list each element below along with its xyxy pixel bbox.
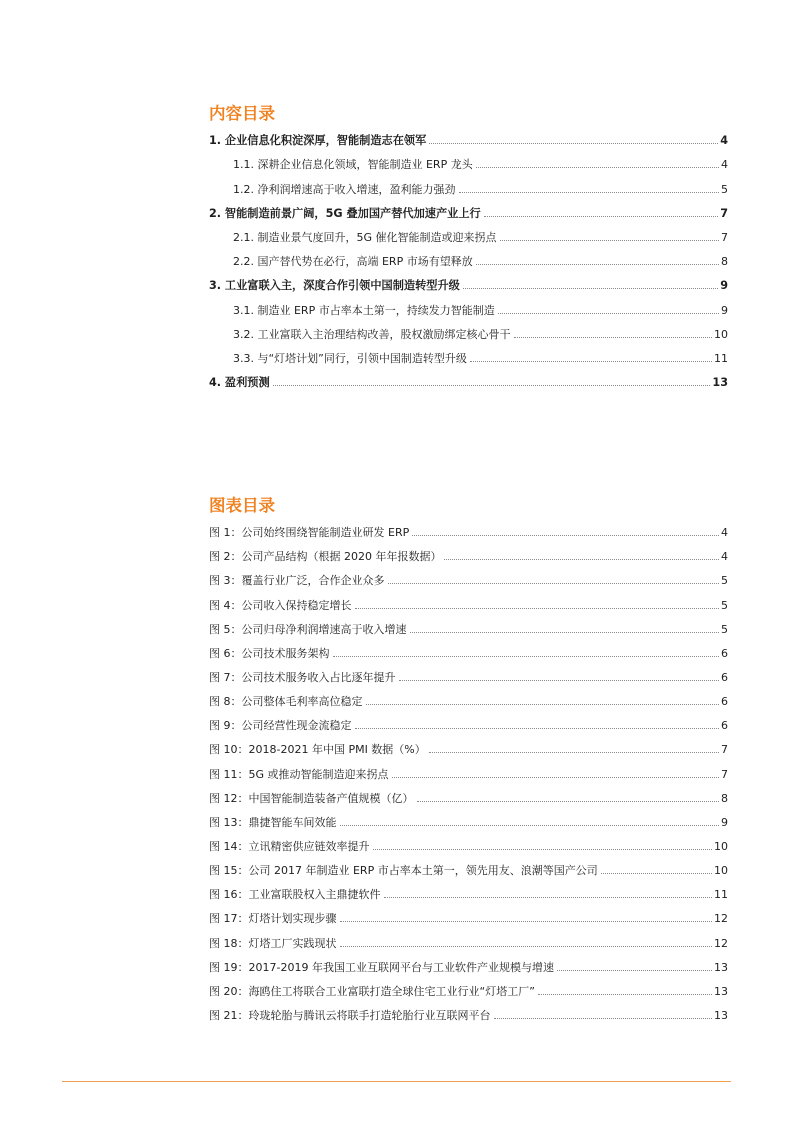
figure-entry-link[interactable] [209, 743, 728, 756]
entry-title: 图 2：公司产品结构（根据 2020 年年报数据） [209, 550, 442, 564]
entry-page-number: 6 [721, 695, 728, 709]
toc-entry-link[interactable] [233, 158, 728, 171]
toc-item[interactable] [209, 152, 728, 176]
dot-leader [500, 239, 719, 241]
entry-title: 3.3. 与“灯塔计划”同行，引领中国制造转型升级 [233, 351, 467, 365]
entry-title: 3. 工业富联入主，深度合作引领中国制造转型升级 [209, 279, 460, 293]
entry-page-number: 9 [721, 815, 728, 829]
entry-page-number: 9 [721, 303, 728, 317]
figure-entry-link[interactable] [209, 937, 728, 950]
figure-entry-link[interactable] [209, 671, 728, 684]
toc-entry-link[interactable] [233, 352, 728, 365]
figure-entry-link[interactable] [209, 768, 728, 781]
dot-leader [340, 945, 713, 947]
figure-entry-link[interactable] [209, 719, 728, 732]
toc-entry-link[interactable] [209, 376, 728, 389]
entry-title: 图 6：公司技术服务架构 [209, 646, 330, 660]
toc-entry-link[interactable] [209, 279, 728, 292]
dot-leader [429, 751, 719, 753]
dot-leader [410, 631, 720, 633]
footer-divider [62, 1081, 731, 1082]
figure-entry-link[interactable] [209, 840, 728, 853]
figure-entry-link[interactable] [209, 961, 728, 974]
dot-leader [333, 655, 720, 657]
toc-item[interactable] [209, 176, 728, 200]
dot-leader [355, 727, 720, 729]
toc-item[interactable] [209, 225, 728, 249]
dot-leader [412, 534, 719, 536]
toc-item[interactable] [209, 297, 728, 321]
dot-leader [417, 800, 720, 802]
entry-title: 图 16：工业富联股权入主鼎捷软件 [209, 888, 381, 902]
dot-leader [476, 263, 719, 265]
entry-page-number: 13 [714, 984, 728, 998]
dot-leader [429, 142, 718, 144]
entry-title: 3.2. 工业富联入主治理结构改善，股权激励绑定核心骨干 [233, 327, 511, 341]
figure-entry-link[interactable] [209, 792, 728, 805]
figure-entry-link[interactable] [209, 985, 728, 998]
figure-item[interactable] [209, 689, 728, 713]
figure-item[interactable] [209, 810, 728, 834]
dot-leader [444, 558, 719, 560]
dot-leader [388, 582, 720, 584]
entry-title: 图 4：公司收入保持稳定增长 [209, 598, 352, 612]
dot-leader [498, 312, 719, 314]
figure-item[interactable] [209, 955, 728, 979]
entry-title: 图 21：玲珑轮胎与腾讯云将联手打造轮胎行业互联网平台 [209, 1008, 491, 1022]
entry-page-number: 12 [714, 912, 728, 926]
dot-leader [340, 920, 713, 922]
dot-leader [514, 336, 713, 338]
entry-title: 图 3：覆盖行业广泛，合作企业众多 [209, 574, 385, 588]
toc-entry-link[interactable] [233, 304, 728, 317]
entry-page-number: 4 [720, 134, 728, 148]
figure-item[interactable] [209, 906, 728, 930]
entry-page-number: 6 [721, 719, 728, 733]
dot-leader [484, 215, 718, 217]
figure-entry-link[interactable] [209, 574, 728, 587]
entry-title: 图 17：灯塔计划实现步骤 [209, 912, 337, 926]
dot-leader [476, 166, 719, 168]
entry-page-number: 7 [721, 743, 728, 757]
figure-entry-link[interactable] [209, 1009, 728, 1022]
figure-entry-link[interactable] [209, 550, 728, 563]
figure-item[interactable] [209, 520, 728, 544]
entry-title: 图 8：公司整体毛利率高位稳定 [209, 695, 363, 709]
entry-page-number: 5 [721, 622, 728, 636]
figure-item[interactable] [209, 713, 728, 737]
contents-title: 内容目录 [209, 104, 275, 123]
figure-item[interactable] [209, 882, 728, 906]
entry-page-number: 5 [721, 598, 728, 612]
entry-title: 图 9：公司经营性现金流稳定 [209, 719, 352, 733]
entry-page-number: 11 [714, 888, 728, 902]
entry-page-number: 5 [721, 574, 728, 588]
figure-entry-link[interactable] [209, 647, 728, 660]
dot-leader [392, 776, 719, 778]
dot-leader [384, 896, 713, 898]
dot-leader [273, 384, 711, 386]
figure-entry-link[interactable] [209, 912, 728, 925]
dot-leader [463, 287, 718, 289]
figure-item[interactable] [209, 1003, 728, 1027]
entry-title: 图 19：2017-2019 年我国工业互联网平台与工业软件产业规模与增速 [209, 960, 554, 974]
entry-page-number: 12 [714, 936, 728, 950]
figure-item[interactable] [209, 544, 728, 568]
entry-title: 图 20：海鸥住工将联合工业富联打造全球住宅工业行业“灯塔工厂” [209, 984, 535, 998]
dot-leader [366, 703, 720, 705]
toc-item[interactable] [209, 128, 728, 152]
entry-page-number: 4 [721, 158, 728, 172]
entry-title: 4. 盈利预测 [209, 376, 270, 390]
figure-item[interactable] [209, 665, 728, 689]
entry-page-number: 13 [714, 1008, 728, 1022]
toc-entry-link[interactable] [209, 207, 728, 220]
entry-title: 图 1：公司始终围绕智能制造业研发 ERP [209, 526, 410, 540]
dot-leader [538, 993, 712, 995]
entry-page-number: 10 [714, 327, 728, 341]
figure-item[interactable] [209, 592, 728, 616]
toc-entry-link[interactable] [233, 183, 728, 196]
entry-page-number: 10 [714, 864, 728, 878]
dot-leader [494, 1017, 713, 1019]
entry-page-number: 7 [721, 230, 728, 244]
entry-page-number: 6 [721, 670, 728, 684]
toc-item[interactable] [209, 273, 728, 297]
entry-title: 3.1. 制造业 ERP 市占率本土第一，持续发力智能制造 [233, 303, 495, 317]
dot-leader [355, 607, 720, 609]
entry-page-number: 10 [714, 839, 728, 853]
figure-entry-link[interactable] [209, 888, 728, 901]
figure-item[interactable] [209, 979, 728, 1003]
toc-entry-link[interactable] [209, 134, 728, 147]
entry-title: 1.1. 深耕企业信息化领域，智能制造业 ERP 龙头 [233, 158, 473, 172]
entry-page-number: 8 [721, 791, 728, 805]
toc-item[interactable] [209, 346, 728, 370]
toc-entry-link[interactable] [233, 255, 728, 268]
entry-page-number: 13 [714, 960, 728, 974]
toc-item[interactable] [209, 322, 728, 346]
figure-entry-link[interactable] [209, 599, 728, 612]
entry-page-number: 4 [721, 526, 728, 540]
dot-leader [557, 969, 712, 971]
figure-item[interactable] [209, 858, 728, 882]
figure-entry-link[interactable] [209, 816, 728, 829]
entry-title: 图 12：中国智能制造装备产值规模（亿） [209, 791, 414, 805]
entry-page-number: 9 [720, 279, 728, 293]
entry-page-number: 8 [721, 255, 728, 269]
entry-page-number: 7 [720, 206, 728, 220]
entry-title: 2.1. 制造业景气度回升，5G 催化智能制造或迎来拐点 [233, 230, 497, 244]
entry-title: 1.2. 净利润增速高于收入增速，盈利能力强劲 [233, 182, 456, 196]
dot-leader [470, 360, 712, 362]
entry-title: 图 5：公司归母净利润增速高于收入增速 [209, 622, 407, 636]
dot-leader [459, 191, 720, 193]
entry-title: 图 18：灯塔工厂实践现状 [209, 936, 337, 950]
figure-item[interactable] [209, 568, 728, 592]
entry-title: 图 13：鼎捷智能车间效能 [209, 815, 337, 829]
dot-leader [373, 848, 713, 850]
table-of-contents [209, 128, 728, 394]
figure-item[interactable] [209, 930, 728, 954]
entry-page-number: 6 [721, 646, 728, 660]
toc-item[interactable] [209, 201, 728, 225]
figure-item[interactable] [209, 834, 728, 858]
toc-entry-link[interactable] [233, 231, 728, 244]
figures-title: 图表目录 [209, 496, 275, 515]
figure-item[interactable] [209, 617, 728, 641]
entry-page-number: 4 [721, 550, 728, 564]
figure-entry-link[interactable] [209, 695, 728, 708]
entry-title: 1. 企业信息化积淀深厚，智能制造志在领军 [209, 134, 427, 148]
entry-page-number: 5 [721, 182, 728, 196]
toc-item[interactable] [209, 370, 728, 394]
entry-title: 图 10：2018-2021 年中国 PMI 数据（%） [209, 743, 426, 757]
entry-title: 2.2. 国产替代势在必行，高端 ERP 市场有望释放 [233, 255, 473, 269]
entry-title: 图 15：公司 2017 年制造业 ERP 市占率本土第一，领先用友、浪潮等国产公司 [209, 864, 598, 878]
figure-item[interactable] [209, 786, 728, 810]
figure-item[interactable] [209, 737, 728, 761]
toc-entry-link[interactable] [233, 328, 728, 341]
entry-page-number: 13 [712, 376, 728, 390]
figure-entry-link[interactable] [209, 864, 728, 877]
entry-title: 图 7：公司技术服务收入占比逐年提升 [209, 670, 396, 684]
entry-title: 图 14：立讯精密供应链效率提升 [209, 839, 370, 853]
dot-leader [340, 824, 720, 826]
entry-page-number: 7 [721, 767, 728, 781]
figure-item[interactable] [209, 761, 728, 785]
figure-entry-link[interactable] [209, 526, 728, 539]
figure-item[interactable] [209, 641, 728, 665]
entry-title: 2. 智能制造前景广阔，5G 叠加国产替代加速产业上行 [209, 206, 481, 220]
figure-entry-link[interactable] [209, 623, 728, 636]
dot-leader [399, 679, 720, 681]
entry-title: 图 11：5G 或推动智能制造迎来拐点 [209, 767, 389, 781]
toc-item[interactable] [209, 249, 728, 273]
entry-page-number: 11 [714, 351, 728, 365]
dot-leader [601, 872, 712, 874]
list-of-figures [209, 520, 728, 1027]
